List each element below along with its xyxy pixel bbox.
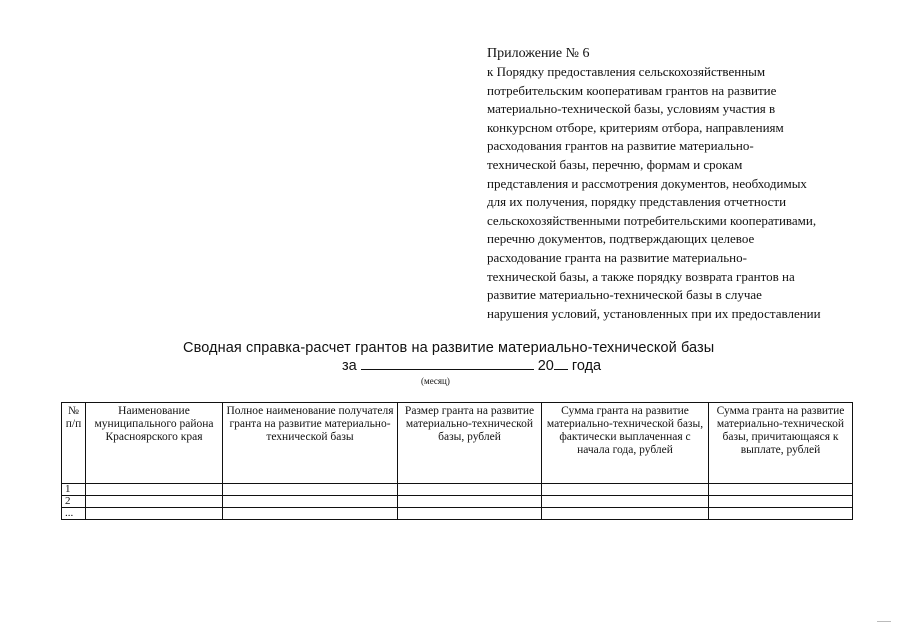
period-prefix: за xyxy=(342,358,357,374)
appendix-line: потребительским кооперативам грантов на развитие xyxy=(487,82,777,98)
table-cell xyxy=(86,484,223,496)
table-cell xyxy=(542,496,709,508)
appendix-line: развитие материально-технической базы в случае xyxy=(487,287,762,303)
table-cell xyxy=(709,496,853,508)
appendix-line: расходования грантов на развитие материально- xyxy=(487,138,754,154)
table-cell xyxy=(709,508,853,520)
table-cell xyxy=(223,484,398,496)
table-cell xyxy=(86,496,223,508)
appendix-title: Приложение № 6 xyxy=(487,46,590,61)
report-title: Сводная справка-расчет грантов на развитие материально-технической базы xyxy=(183,340,715,356)
appendix-line: материально-технической базы, условиям участия в xyxy=(487,101,776,117)
appendix-line: нарушения условий, установленных при их предоставлении xyxy=(487,305,821,321)
appendix-line: для их получения, порядку представления отчетности xyxy=(487,194,787,210)
table-cell xyxy=(86,508,223,520)
month-hint: (месяц) xyxy=(421,376,450,386)
row-number: 1 xyxy=(62,484,86,496)
row-number: 2 xyxy=(62,496,86,508)
year-suffix: года xyxy=(571,358,602,374)
appendix-line: конкурсном отборе, критериям отбора, направлениям xyxy=(487,119,784,135)
report-period xyxy=(342,357,601,374)
table-cell xyxy=(542,508,709,520)
table-cell xyxy=(709,484,853,496)
year-prefix: 20 xyxy=(537,358,554,374)
appendix-block xyxy=(487,44,877,323)
appendix-line: технической базы, перечню, формам и срокам xyxy=(487,156,743,172)
table-row xyxy=(62,508,853,520)
table-cell xyxy=(398,484,542,496)
table-row xyxy=(62,484,853,496)
month-blank-field[interactable] xyxy=(361,357,534,370)
scan-margin-mark xyxy=(877,621,891,622)
table-header-row xyxy=(62,403,853,484)
header-grant-size: Размер гранта на развитие материально-технической базы, рублей xyxy=(398,403,542,484)
table-cell xyxy=(398,496,542,508)
appendix-line: расходование гранта на развитие материально- xyxy=(487,249,747,265)
header-due-amount: Сумма гранта на развитие материально-технической базы, причитающаяся к выплате, рублей xyxy=(709,403,853,484)
appendix-line: перечню документов, подтверждающих целевое xyxy=(487,231,755,247)
appendix-line: сельскохозяйственными потребительскими кооперативами, xyxy=(487,212,817,228)
year-blank-field[interactable] xyxy=(554,357,568,370)
table-cell xyxy=(223,508,398,520)
header-number: № п/п xyxy=(62,403,86,484)
table-cell xyxy=(542,484,709,496)
header-recipient: Полное наименование получателя гранта на развитие материально-технической базы xyxy=(223,403,398,484)
header-district: Наименование муниципального района Красноярского края xyxy=(86,403,223,484)
grants-table xyxy=(61,402,853,520)
appendix-line: представления и рассмотрения документов, необходимых xyxy=(487,175,807,191)
appendix-line: технической базы, а также порядку возврата грантов на xyxy=(487,268,795,284)
header-paid-amount: Сумма гранта на развитие материально-технической базы, фактически выплаченная с начала года, рублей xyxy=(542,403,709,484)
table-cell xyxy=(223,496,398,508)
table-cell xyxy=(398,508,542,520)
row-number: ... xyxy=(62,508,86,520)
appendix-line: к Порядку предоставления сельскохозяйственным xyxy=(487,64,766,79)
table-row xyxy=(62,496,853,508)
